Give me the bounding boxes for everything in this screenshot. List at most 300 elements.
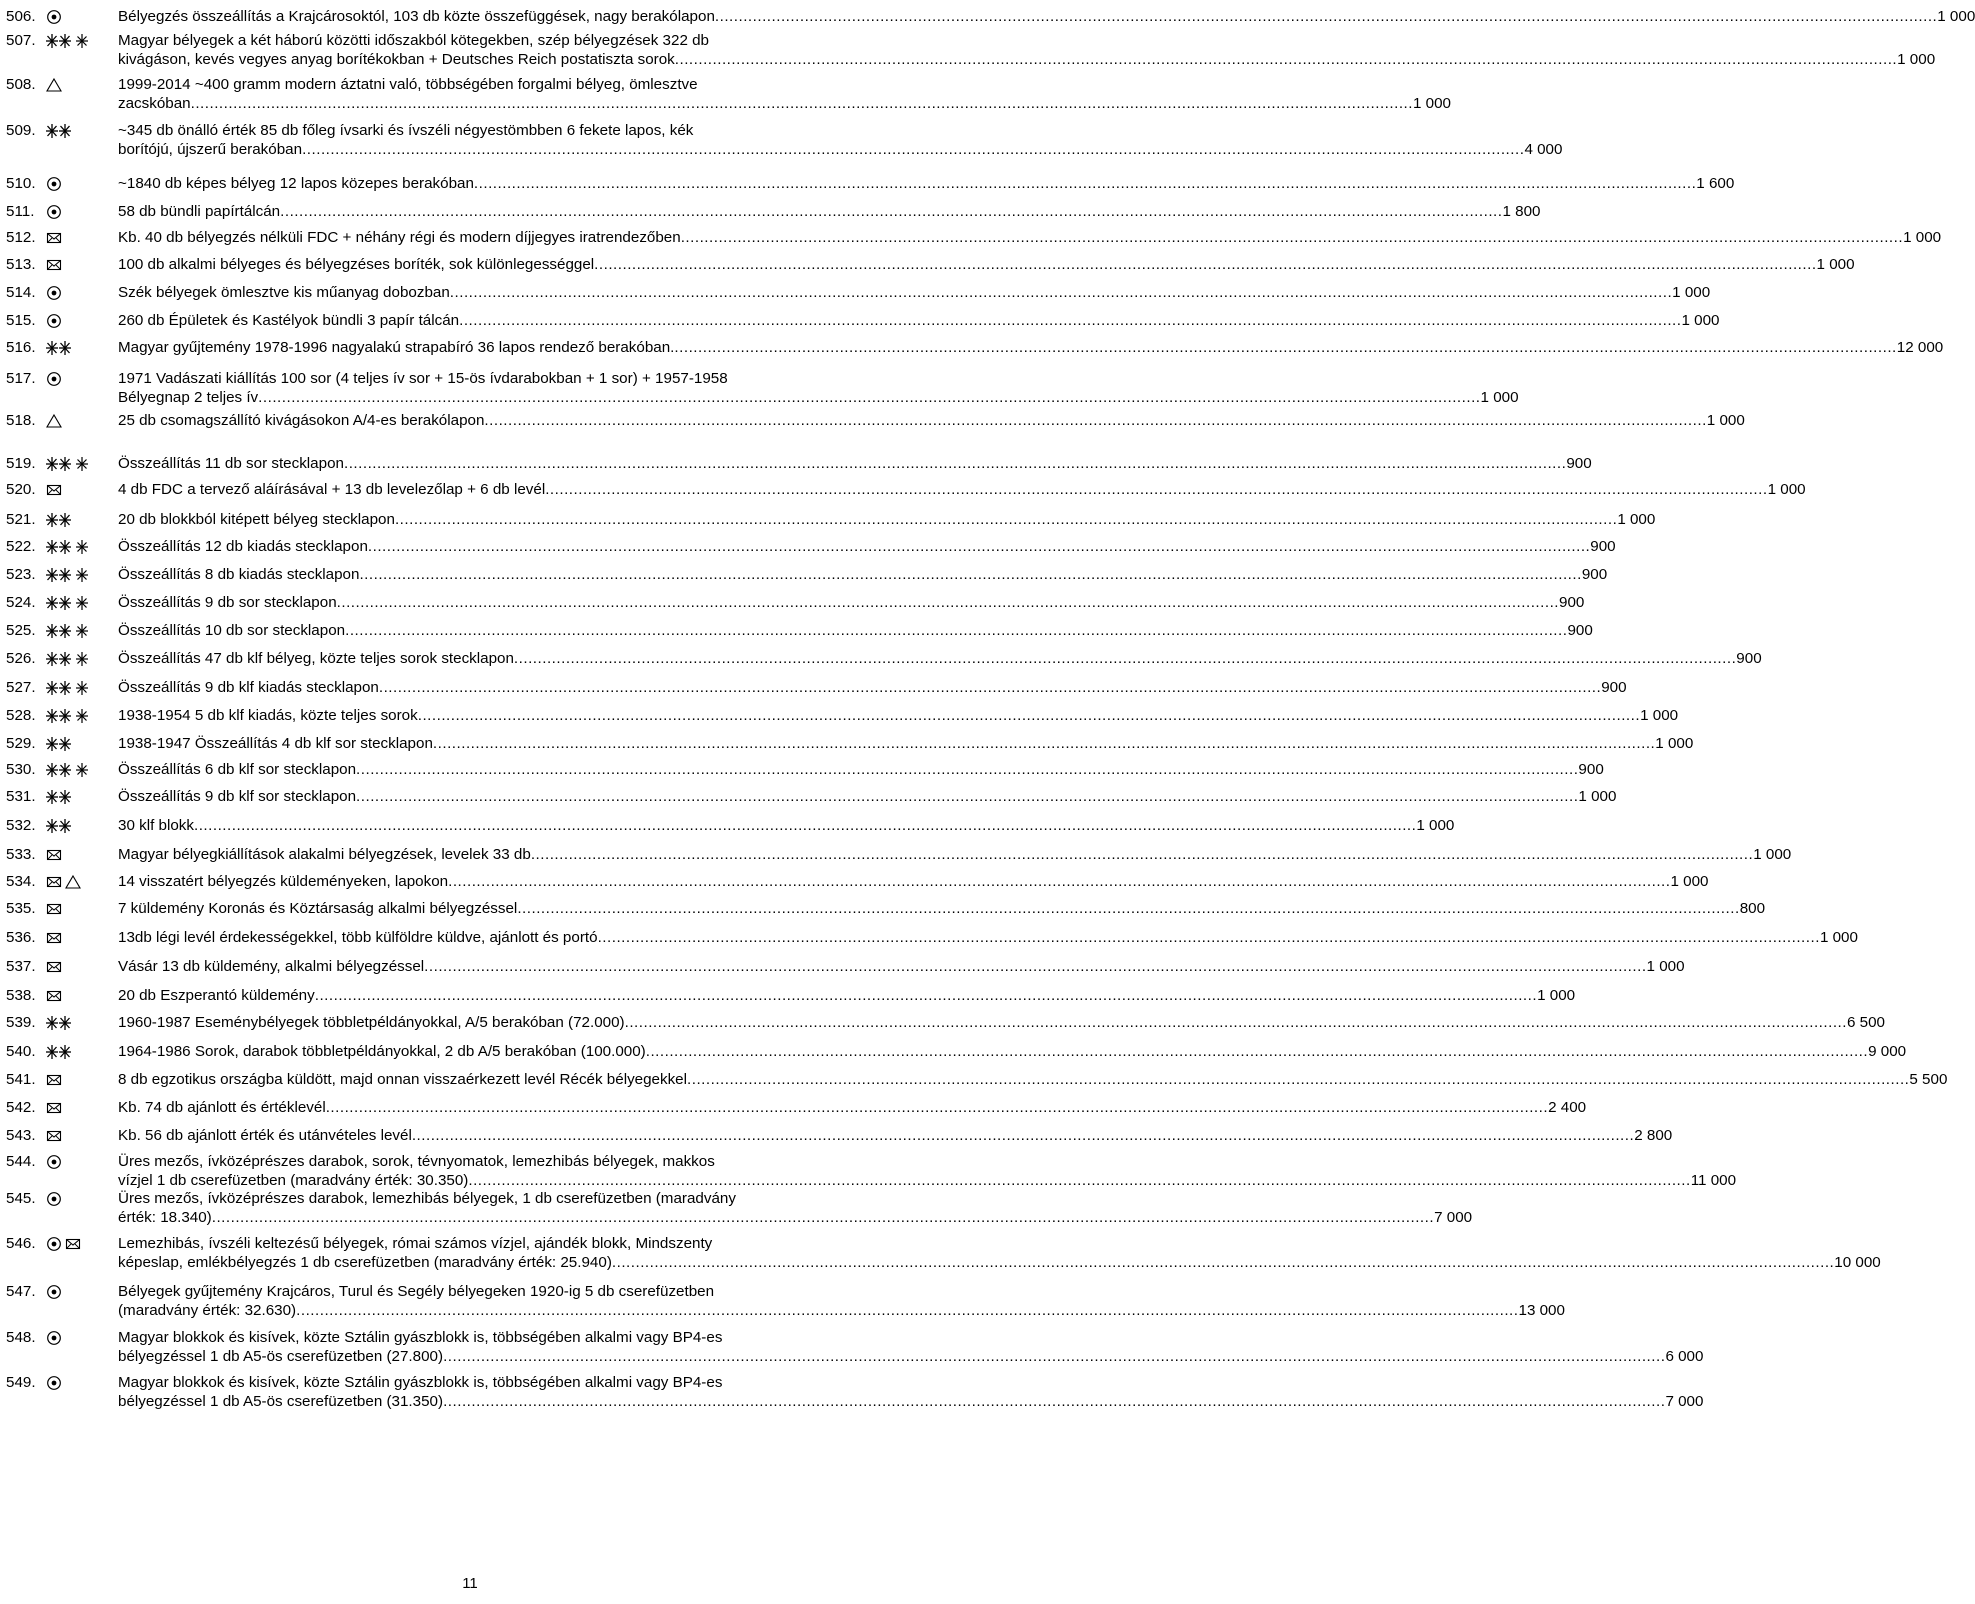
dot-leader <box>302 140 1524 159</box>
envelope-icon <box>46 847 62 863</box>
lot-row <box>6 928 1858 947</box>
lot-description <box>118 928 1858 947</box>
lot-number: 518. <box>6 412 36 429</box>
lot-description <box>118 255 1855 274</box>
page-number: 11 <box>462 1575 478 1592</box>
lot-number: 545. <box>6 1190 36 1207</box>
lot-row <box>6 760 1604 779</box>
stamp-mint-icon <box>75 539 89 555</box>
lot-icons <box>46 565 118 584</box>
dot-leader <box>368 537 1590 556</box>
lot-icons <box>46 411 118 430</box>
lot-number: 537. <box>6 958 36 975</box>
lot-description <box>118 649 1762 668</box>
stamp-used-icon <box>46 1375 62 1391</box>
lot-row <box>6 174 1735 193</box>
dot-leader <box>412 1126 1634 1145</box>
dot-leader <box>474 174 1696 193</box>
lot-row <box>6 311 1720 330</box>
dot-leader <box>315 986 1537 1005</box>
lot-text-line: 20 db Eszperantó küldemény <box>118 987 315 1004</box>
lot-description <box>118 75 1451 113</box>
lot-description <box>118 283 1710 302</box>
lot-price: 1 000 <box>1670 873 1709 890</box>
lot-description <box>118 1189 1472 1227</box>
dot-leader <box>280 202 1502 221</box>
lot-number: 542. <box>6 1099 36 1116</box>
lot-icons <box>46 678 118 697</box>
lot-list <box>6 0 1975 1500</box>
lot-row <box>6 369 1519 407</box>
dot-leader <box>344 454 1566 473</box>
lot-icons <box>46 121 118 140</box>
envelope-icon <box>46 257 62 273</box>
lot-number: 544. <box>6 1153 36 1170</box>
dot-leader <box>395 510 1617 529</box>
lot-icons <box>46 649 118 668</box>
lot-number: 539. <box>6 1014 36 1031</box>
stamp-mint-hinged-icon <box>46 33 72 49</box>
lot-text-line: Összeállítás 6 db klf sor stecklapon <box>118 761 357 778</box>
lot-description <box>118 202 1541 221</box>
dot-leader <box>345 621 1567 640</box>
dot-leader <box>296 1301 1518 1320</box>
lot-text-line: Bélyegzés összeállítás a Krajcárosoktól, 103 db közte összefüggések, nagy berakólapon <box>118 8 715 25</box>
lot-description <box>118 121 1562 159</box>
lot-number: 519. <box>6 455 36 472</box>
stamp-mint-icon <box>75 651 89 667</box>
lot-text-line: Összeállítás 9 db klf kiadás stecklapon <box>118 679 379 696</box>
stamp-mint-icon <box>75 33 89 49</box>
lot-price: 2 400 <box>1548 1099 1587 1116</box>
lot-description <box>118 1070 1947 1089</box>
dot-leader <box>418 706 1640 725</box>
envelope-icon <box>46 988 62 1004</box>
stamp-mint-hinged-icon <box>46 1015 72 1031</box>
lot-description <box>118 816 1454 835</box>
lot-price: 2 800 <box>1634 1127 1673 1144</box>
dot-leader <box>484 411 1706 430</box>
lot-row <box>6 338 1944 357</box>
lot-description <box>118 1328 1703 1366</box>
lot-row <box>6 1189 1473 1227</box>
lot-row <box>6 537 1616 556</box>
lot-price: 1 600 <box>1696 175 1735 192</box>
lot-text-line: Magyar gyűjtemény 1978-1996 nagyalakú strapabíró 36 lapos rendező berakóban. <box>118 339 675 356</box>
dot-leader <box>379 678 1601 697</box>
lot-icons <box>46 1328 118 1347</box>
lot-text-line: 1938-1947 Összeállítás 4 db klf sor stecklapon <box>118 735 433 752</box>
lot-price: 1 800 <box>1502 203 1541 220</box>
lot-row <box>6 734 1694 753</box>
lot-price: 7 000 <box>1665 1393 1704 1410</box>
lot-row <box>6 1126 1673 1145</box>
lot-row <box>6 283 1711 302</box>
lot-number: 520. <box>6 481 36 498</box>
dot-leader <box>598 928 1820 947</box>
lot-description <box>118 1234 1881 1272</box>
lot-icons <box>46 338 118 357</box>
lot-text-line: Lemezhibás, ívszéli keltezésű bélyegek, római számos vízjel, ajándék blokk, Mindszenty <box>118 1235 713 1252</box>
lot-text-line: Magyar bélyegek a két háború közötti időszakból kötegekben, szép bélyegzések 322 db <box>118 32 709 49</box>
lot-price: 13 000 <box>1518 1302 1565 1319</box>
stamp-used-icon <box>46 1236 62 1252</box>
lot-number: 509. <box>6 122 36 139</box>
lot-description <box>118 1126 1672 1145</box>
lot-text-line: 20 db blokkból kitépett bélyeg stecklapon <box>118 511 395 528</box>
lot-row <box>6 899 1766 918</box>
lot-number: 530. <box>6 761 36 778</box>
stamp-used-icon <box>46 1154 62 1170</box>
lot-icons <box>46 7 118 26</box>
lot-description <box>118 1373 1703 1411</box>
dot-leader <box>531 845 1753 864</box>
stamp-mint-hinged-icon <box>46 595 72 611</box>
lot-icons <box>46 255 118 274</box>
stamp-mint-icon <box>75 567 89 583</box>
lot-text-line: ~1840 db képes bélyeg 12 lapos közepes berakóban <box>118 175 474 192</box>
lot-description <box>118 706 1678 725</box>
lot-description <box>118 1042 1906 1061</box>
lot-price: 900 <box>1601 679 1627 696</box>
lot-icons <box>46 174 118 193</box>
lot-text-line: 4 db FDC a tervező aláírásával + 13 db levelezőlap + 6 db levél <box>118 481 546 498</box>
lot-price: 11 000 <box>1690 1172 1737 1189</box>
lot-triangle-icon <box>65 874 81 890</box>
lot-number: 510. <box>6 175 36 192</box>
lot-description <box>118 872 1709 891</box>
lot-number: 508. <box>6 76 36 93</box>
stamp-mint-hinged-icon <box>46 456 72 472</box>
lot-text-line: 58 db bündli papírtálcán <box>118 203 281 220</box>
lot-icons <box>46 1152 118 1171</box>
lot-description <box>118 228 1941 247</box>
dot-leader <box>194 816 1416 835</box>
lot-number: 533. <box>6 846 36 863</box>
lot-icons <box>46 1373 118 1392</box>
lot-icons <box>46 1070 118 1089</box>
lot-icons <box>46 734 118 753</box>
lot-number: 529. <box>6 735 36 752</box>
lot-row <box>6 565 1608 584</box>
lot-icons <box>46 986 118 1005</box>
lot-price: 900 <box>1566 455 1592 472</box>
dot-leader <box>424 957 1646 976</box>
lot-text-line: 1999-2014 ~400 gramm modern áztatni való, többségében forgalmi bélyeg, ömlesztve <box>118 76 698 93</box>
lot-text-line: Vásár 13 db küldemény, alkalmi bélyegzéssel <box>118 958 425 975</box>
lot-price: 1 000 <box>1903 229 1942 246</box>
lot-text-line: Kb. 40 db bélyegzés nélküli FDC + néhány régi és modern díjjegyes iratrendezőben <box>118 229 681 246</box>
lot-row <box>6 1373 1704 1411</box>
lot-row <box>6 75 1451 113</box>
lot-icons <box>46 593 118 612</box>
lot-number: 511. <box>6 203 35 220</box>
lot-price: 1 000 <box>1578 788 1617 805</box>
stamp-used-icon <box>46 176 62 192</box>
lot-text-line: Magyar blokkok és kisívek, közte Sztálin gyászblokk is, többségében alkalmi vagy BP4-es <box>118 1374 723 1391</box>
lot-row <box>6 1013 1885 1032</box>
envelope-icon <box>46 230 62 246</box>
lot-row <box>6 787 1617 806</box>
envelope-icon <box>46 901 62 917</box>
lot-number: 507. <box>6 32 36 49</box>
lot-row <box>6 1098 1587 1117</box>
lot-price: 800 <box>1739 900 1766 917</box>
lot-text-line: Összeállítás 47 db klf bélyeg, közte teljes sorok stecklapon <box>118 650 514 667</box>
lot-icons <box>46 454 118 473</box>
stamp-used-icon <box>46 285 62 301</box>
lot-description <box>118 7 1975 26</box>
lot-icons <box>46 760 118 779</box>
stamp-mint-icon <box>75 708 89 724</box>
lot-icons <box>46 1282 118 1301</box>
lot-text-line: 30 klf blokk <box>118 817 194 834</box>
stamp-used-icon <box>46 9 62 25</box>
lot-number: 528. <box>6 707 36 724</box>
lot-text-line: Üres mezős, ívközéprészes darabok, lemezhibás bélyegek, 1 db cserefüzetben (maradvány <box>118 1190 736 1207</box>
dot-leader <box>681 228 1903 247</box>
envelope-icon <box>46 959 62 975</box>
lot-icons <box>46 816 118 835</box>
lot-icons <box>46 845 118 864</box>
lot-price: 1 000 <box>1706 412 1745 429</box>
lot-row <box>6 1328 1704 1366</box>
lot-text-line: 1971 Vadászati kiállítás 100 sor (4 teljes ív sor + 15-ös ívdarabokban + 1 sor) + 1957-1958 <box>118 370 728 387</box>
envelope-icon <box>46 874 62 890</box>
lot-text-line: (maradvány érték: 32.630) <box>118 1302 297 1319</box>
lot-icons <box>46 1042 118 1061</box>
lot-icons <box>46 311 118 330</box>
dot-leader <box>359 565 1581 584</box>
lot-description <box>118 986 1575 1005</box>
stamp-mint-hinged-icon <box>46 123 72 139</box>
lot-price: 1 000 <box>1617 511 1656 528</box>
lot-icons <box>46 202 118 221</box>
lot-text-line: bélyegzéssel 1 db A5-ös cserefüzetben (31.350) <box>118 1393 444 1410</box>
lot-price: 1 000 <box>1816 256 1855 273</box>
lot-price: 4 000 <box>1524 141 1563 158</box>
lot-price: 5 500 <box>1909 1071 1948 1088</box>
dot-leader <box>594 255 1816 274</box>
lot-price: 1 000 <box>1480 389 1519 406</box>
envelope-icon <box>46 482 62 498</box>
lot-text-line: zacskóban <box>118 95 191 112</box>
dot-leader <box>612 1253 1834 1272</box>
lot-row <box>6 986 1576 1005</box>
stamp-mint-hinged-icon <box>46 736 72 752</box>
lot-price: 1 000 <box>1537 987 1576 1004</box>
stamp-used-icon <box>46 313 62 329</box>
lot-price: 1 000 <box>1897 51 1936 68</box>
lot-number: 527. <box>6 679 36 696</box>
stamp-mint-icon <box>75 623 89 639</box>
lot-icons <box>46 872 118 891</box>
lot-description <box>118 311 1720 330</box>
lot-text-line: 25 db csomagszállító kivágásokon A/4-es berakólapon <box>118 412 485 429</box>
dot-leader <box>675 50 1897 69</box>
lot-price: 1 000 <box>1753 846 1792 863</box>
stamp-mint-hinged-icon <box>46 708 72 724</box>
lot-number: 515. <box>6 312 36 329</box>
dot-leader <box>514 649 1736 668</box>
lot-price: 7 000 <box>1434 1209 1473 1226</box>
dot-leader <box>191 94 1413 113</box>
lot-number: 513. <box>6 256 36 273</box>
dot-leader <box>443 1347 1665 1366</box>
envelope-icon <box>46 1072 62 1088</box>
lot-description <box>118 621 1593 640</box>
lot-icons <box>46 621 118 640</box>
dot-leader <box>715 7 1937 26</box>
lot-icons <box>46 31 118 50</box>
lot-price: 1 000 <box>1681 312 1720 329</box>
lot-description <box>118 454 1592 473</box>
lot-number: 535. <box>6 900 36 917</box>
lot-row <box>6 31 1936 69</box>
dot-leader <box>625 1013 1847 1032</box>
lot-icons <box>46 369 118 388</box>
lot-price: 900 <box>1581 566 1608 583</box>
lot-number: 526. <box>6 650 36 667</box>
lot-number: 525. <box>6 622 36 639</box>
lot-description <box>118 957 1685 976</box>
lot-text-line: 260 db Épületek és Kastélyok bündli 3 papír tálcán <box>118 312 460 329</box>
lot-text-line: bélyegzéssel 1 db A5-ös cserefüzetben (27.800) <box>118 1348 444 1365</box>
dot-leader <box>450 283 1672 302</box>
dot-leader <box>326 1098 1548 1117</box>
lot-price: 900 <box>1578 761 1604 778</box>
envelope-icon <box>46 930 62 946</box>
lot-number: 540. <box>6 1043 36 1060</box>
stamp-used-icon <box>46 1330 62 1346</box>
lot-price: 1 000 <box>1655 735 1694 752</box>
lot-row <box>6 845 1792 864</box>
lot-text-line: Magyar blokkok és kisívek, közte Sztálin gyászblokk is, többségében alkalmi vagy BP4-es <box>118 1329 723 1346</box>
dot-leader <box>517 899 1739 918</box>
stamp-mint-hinged-icon <box>46 623 72 639</box>
stamp-mint-icon <box>75 456 89 472</box>
lot-price: 10 000 <box>1834 1254 1881 1271</box>
dot-leader <box>433 734 1655 753</box>
dot-leader <box>545 480 1767 499</box>
lot-number: 534. <box>6 873 36 890</box>
lot-text-line: Bélyegnap 2 teljes ív <box>118 389 259 406</box>
lot-row <box>6 872 1709 891</box>
lot-row <box>6 649 1762 668</box>
lot-row <box>6 510 1656 529</box>
dot-leader <box>468 1171 1690 1190</box>
lot-row <box>6 454 1592 473</box>
lot-row <box>6 1234 1881 1272</box>
lot-number: 548. <box>6 1329 36 1346</box>
lot-price: 1 000 <box>1412 95 1451 112</box>
lot-price: 1 000 <box>1416 817 1455 834</box>
lot-price: 1 000 <box>1937 8 1975 25</box>
lot-number: 538. <box>6 987 36 1004</box>
lot-text-line: Kb. 56 db ajánlott érték és utánvételes levél <box>118 1127 412 1144</box>
lot-description <box>118 480 1806 499</box>
lot-number: 522. <box>6 538 36 555</box>
envelope-icon <box>46 1100 62 1116</box>
lot-text-line: képeslap, emlékbélyegzés 1 db cserefüzetben (maradvány érték: 25.940) <box>118 1254 612 1271</box>
lot-row <box>6 255 1855 274</box>
lot-price: 900 <box>1736 650 1762 667</box>
lot-text-line: Összeállítás 9 db sor stecklapon <box>118 594 337 611</box>
lot-description <box>118 899 1765 918</box>
lot-icons <box>46 1234 118 1253</box>
lot-number: 532. <box>6 817 36 834</box>
lot-description <box>118 338 1943 357</box>
lot-row <box>6 202 1541 221</box>
lot-text-line: 100 db alkalmi bélyeges és bélyegzéses boríték, sok különlegességgel <box>118 256 595 273</box>
dot-leader <box>337 593 1559 612</box>
stamp-mint-hinged-icon <box>46 651 72 667</box>
stamp-mint-hinged-icon <box>46 680 72 696</box>
stamp-mint-hinged-icon <box>46 1044 72 1060</box>
lot-icons <box>46 957 118 976</box>
lot-number: 549. <box>6 1374 36 1391</box>
lot-description <box>118 1152 1736 1190</box>
lot-price: 1 000 <box>1640 707 1679 724</box>
lot-icons <box>46 1189 118 1208</box>
lot-text-line: érték: 18.340) <box>118 1209 212 1226</box>
lot-number: 521. <box>6 511 36 528</box>
envelope-icon <box>65 1236 81 1252</box>
lot-icons <box>46 510 118 529</box>
lot-price: 1 000 <box>1767 481 1806 498</box>
dot-leader <box>356 760 1578 779</box>
lot-icons <box>46 706 118 725</box>
dot-leader <box>258 388 1480 407</box>
dot-leader <box>448 872 1670 891</box>
lot-text-line: Szék bélyegek ömlesztve kis műanyag dobozban <box>118 284 450 301</box>
lot-triangle-icon <box>46 77 62 93</box>
lot-text-line: Kb. 74 db ajánlott és értéklevél <box>118 1099 326 1116</box>
lot-number: 523. <box>6 566 36 583</box>
lot-text-line: 1964-1986 Sorok, darabok többletpéldányokkal, 2 db A/5 berakóban (100.000) <box>118 1043 646 1060</box>
lot-text-line: Üres mezős, ívközéprészes darabok, sorok, tévnyomatok, lemezhibás bélyegek, makkos <box>118 1153 715 1170</box>
lot-number: 547. <box>6 1283 36 1300</box>
lot-description <box>118 369 1519 407</box>
lot-row <box>6 1282 1565 1320</box>
lot-text-line: Összeállítás 11 db sor stecklapon <box>118 455 344 472</box>
lot-text-line: 1938-1954 5 db klf kiadás, közte teljes sorok <box>118 707 418 724</box>
dot-leader <box>687 1070 1909 1089</box>
lot-icons <box>46 537 118 556</box>
lot-row <box>6 411 1745 430</box>
lot-row <box>6 593 1585 612</box>
lot-price: 6 500 <box>1846 1014 1885 1031</box>
lot-description <box>118 31 1935 69</box>
lot-price: 900 <box>1559 594 1585 611</box>
lot-description <box>118 1282 1565 1320</box>
lot-description <box>118 787 1616 806</box>
lot-text-line: 14 visszatért bélyegzés küldeményeken, lapokon <box>118 873 449 890</box>
lot-description <box>118 593 1584 612</box>
lot-text-line: vízjel 1 db cserefüzetben (maradvány érték: 30.350) <box>118 1172 469 1189</box>
dot-leader <box>356 787 1578 806</box>
lot-description <box>118 174 1734 193</box>
lot-price: 1 000 <box>1646 958 1685 975</box>
lot-description <box>118 510 1655 529</box>
lot-text-line: Magyar bélyegkiállítások alakalmi bélyegzések, levelek 33 db <box>118 846 531 863</box>
stamp-mint-hinged-icon <box>46 539 72 555</box>
stamp-used-icon <box>46 371 62 387</box>
lot-description <box>118 565 1607 584</box>
envelope-icon <box>46 1128 62 1144</box>
lot-description <box>118 734 1693 753</box>
lot-icons <box>46 228 118 247</box>
